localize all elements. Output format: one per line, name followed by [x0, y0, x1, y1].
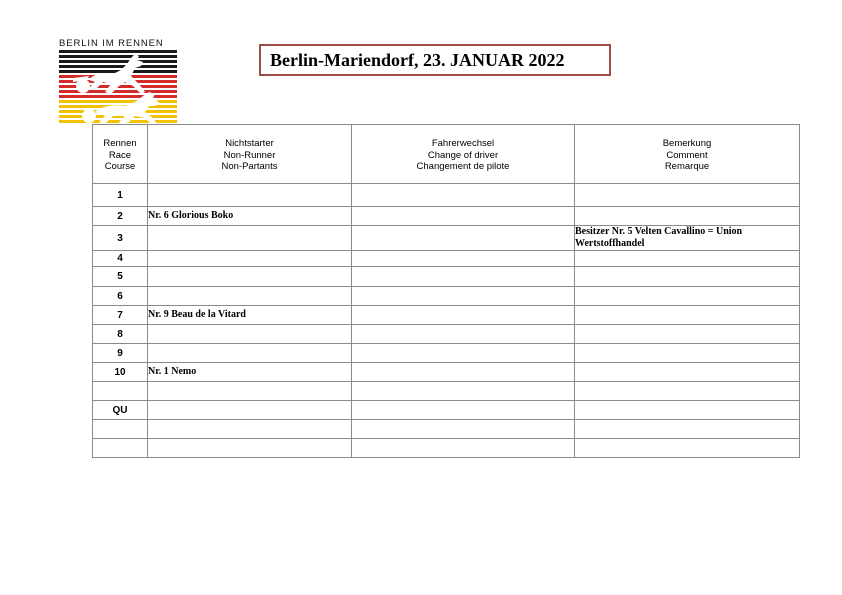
remark-cell — [575, 363, 800, 382]
remark-cell — [575, 251, 800, 267]
non-runner-cell — [148, 420, 352, 439]
remark-cell — [575, 439, 800, 458]
race-number-cell: QU — [93, 401, 148, 420]
non-runner-cell — [148, 226, 352, 251]
table-row — [93, 306, 800, 325]
header-race-line: Rennen — [103, 138, 137, 149]
non-runner-cell — [148, 439, 352, 458]
table-row — [93, 420, 800, 439]
driver-change-cell — [352, 344, 575, 363]
remark-cell — [575, 287, 800, 306]
remark-cell — [575, 325, 800, 344]
table-row — [93, 226, 800, 251]
non-runner-cell — [148, 344, 352, 363]
logo-text: BERLIN IM RENNEN — [59, 38, 164, 49]
remark-cell — [575, 306, 800, 325]
table-row — [93, 184, 800, 207]
non-runner-cell: Nr. 9 Beau de la Vitard — [148, 306, 352, 325]
header-remark-line: Comment — [666, 149, 708, 161]
driver-change-cell — [352, 382, 575, 401]
remark-cell — [575, 267, 800, 287]
table-row — [93, 382, 800, 401]
berlin-im-rennen-logo — [59, 38, 177, 124]
driver-change-cell — [352, 184, 575, 207]
header-driver-change-line: Change of driver — [427, 149, 499, 161]
race-number-cell: 8 — [93, 325, 148, 344]
table-row — [93, 251, 800, 267]
driver-change-cell — [352, 439, 575, 458]
table-row — [93, 267, 800, 287]
header-race — [93, 125, 148, 184]
driver-change-cell — [352, 251, 575, 267]
race-number-cell: 6 — [93, 287, 148, 306]
remark-cell — [575, 420, 800, 439]
non-runner-cell — [148, 401, 352, 420]
table-row — [93, 325, 800, 344]
driver-change-cell — [352, 420, 575, 439]
table-body — [93, 184, 800, 458]
race-number-cell: 4 — [93, 251, 148, 267]
table-row — [93, 344, 800, 363]
race-number-cell — [93, 439, 148, 458]
non-runner-cell — [148, 184, 352, 207]
race-number-cell: 1 — [93, 184, 148, 207]
header-remark-line: Bemerkung — [662, 138, 712, 149]
race-number-cell: 9 — [93, 344, 148, 363]
race-number-cell: 5 — [93, 267, 148, 287]
driver-change-cell — [352, 226, 575, 251]
table-row — [93, 401, 800, 420]
non-runner-cell: Nr. 1 Nemo — [148, 363, 352, 382]
table-row — [93, 439, 800, 458]
header-driver-change-line: Fahrerwechsel — [431, 138, 495, 149]
remark-cell — [575, 184, 800, 207]
non-runner-cell — [148, 382, 352, 401]
driver-change-cell — [352, 287, 575, 306]
table-header-row — [93, 125, 800, 184]
table-row — [93, 287, 800, 306]
driver-change-cell — [352, 267, 575, 287]
remark-cell — [575, 344, 800, 363]
race-number-cell — [93, 420, 148, 439]
non-runner-cell: Nr. 6 Glorious Boko — [148, 207, 352, 226]
race-number-cell: 2 — [93, 207, 148, 226]
race-number-cell: 10 — [93, 363, 148, 382]
driver-change-cell — [352, 401, 575, 420]
table-row — [93, 207, 800, 226]
race-number-cell — [93, 382, 148, 401]
remark-cell — [575, 401, 800, 420]
non-runner-cell — [148, 251, 352, 267]
remark-cell — [575, 207, 800, 226]
page-title: Berlin-Mariendorf, 23. JANUAR 2022 — [259, 44, 611, 76]
non-runner-cell — [148, 287, 352, 306]
non-runner-cell — [148, 325, 352, 344]
header-driver-change-line: Changement de pilote — [416, 161, 510, 172]
driver-change-cell — [352, 363, 575, 382]
race-number-cell: 7 — [93, 306, 148, 325]
header-race-line: Course — [104, 161, 136, 172]
driver-change-cell — [352, 325, 575, 344]
driver-change-cell — [352, 207, 575, 226]
race-number-cell: 3 — [93, 226, 148, 251]
driver-change-cell — [352, 306, 575, 325]
header-non-runner — [148, 125, 352, 184]
header-driver-change — [352, 125, 575, 184]
trotting-horse-logo-icon — [59, 50, 177, 124]
header-remark-line: Remarque — [664, 161, 710, 172]
remark-cell: Besitzer Nr. 5 Velten Cavallino = Union Wertstoffhandel — [575, 226, 800, 251]
table-row — [93, 363, 800, 382]
non-runner-cell — [148, 267, 352, 287]
header-non-runner-line: Non-Runner — [223, 149, 276, 161]
header-non-runner-line: Nichtstarter — [225, 138, 274, 149]
remark-cell — [575, 382, 800, 401]
header-remark — [575, 125, 800, 184]
header-non-runner-line: Non-Partants — [221, 161, 278, 172]
non-runner-table — [92, 124, 800, 458]
header-race-line: Race — [108, 149, 132, 161]
